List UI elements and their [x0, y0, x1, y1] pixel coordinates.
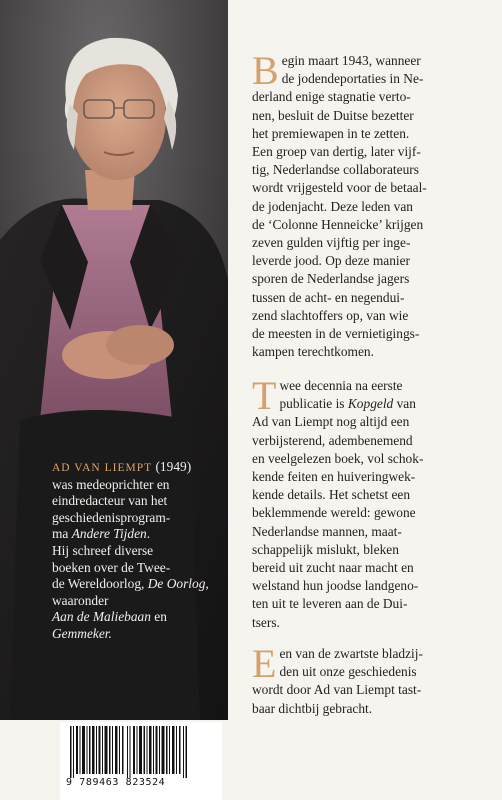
blurb-line: sporen de Nederlandse jagers [252, 271, 410, 287]
blurb-line: Nederlandse mannen, maat- [252, 523, 402, 539]
blurb-line: de jodenjacht. Deze leden van [252, 198, 413, 214]
book-title: Aan de Maliebaan [52, 609, 151, 625]
drop-cap: B [252, 48, 279, 93]
bio-line: eindredacteur van het [52, 493, 168, 509]
blurb-line: baar dichtbij gebracht. [252, 700, 373, 716]
blurb-line: bereid uit zucht naar macht en [252, 560, 414, 576]
book-title: Gemmeker. [52, 625, 112, 641]
blurb-line: wordt door Ad van Liempt tast- [252, 682, 422, 698]
author-birth-year: (1949) [155, 459, 192, 474]
bio-connector: en [150, 609, 167, 625]
blurb-line: tussen de acht- en negendui- [252, 289, 405, 305]
book-title-kopgeld: Kopgeld [347, 396, 394, 412]
blurb-line: Een groep van dertig, later vijf- [252, 144, 421, 160]
blurb-line: publicatie is [279, 396, 348, 412]
isbn-number: 9 789463 823524 [66, 777, 166, 788]
blurb-line: wordt vrijgesteld voor de betaal- [252, 180, 427, 196]
bio-line: geschiedenisprogram- [52, 509, 171, 525]
blurb-line: egin maart 1943, wanneer [281, 53, 421, 68]
drop-cap: T [252, 373, 277, 418]
barcode-icon [70, 726, 188, 778]
blurb-line: en van de zwartste bladzij- [279, 646, 423, 661]
bio-line: waaronder [52, 592, 109, 608]
bio-line: boeken over de Twee- [52, 559, 171, 575]
blurb-line: Ad van Liempt nog altijd een [252, 414, 410, 430]
blurb-line: de jodendeportaties in Ne- [281, 71, 424, 87]
author-bio [52, 459, 222, 643]
bio-line: Hij schreef diverse [52, 542, 154, 558]
blurb-line: tig, Nederlandse collaborateurs [252, 162, 419, 178]
blurb-line: de ‘Colonne Henneicke’ krijgen [252, 216, 424, 232]
blurb-line: schappelijk mislukt, bleken [252, 541, 399, 557]
blurb-line: en veelgelezen boek, vol schok- [252, 450, 424, 466]
blurb-line: kende details. Het schetst een [252, 487, 411, 503]
bio-punctuation: . [146, 526, 151, 542]
bio-line: de Wereldoorlog, [52, 576, 145, 592]
author-name: AD VAN LIEMPT [52, 462, 153, 474]
blurb-line: wee decennia na eerste [279, 378, 403, 393]
blurb-line: nen, besluit de Duitse bezetter [252, 107, 414, 123]
tv-show-title: Andere Tijden [71, 526, 147, 542]
blurb-line: verbijsterend, adembenemend [252, 432, 413, 448]
blurb-line: tsers. [252, 614, 280, 630]
blurb-line: zeven gulden vijftig per inge- [252, 235, 411, 251]
blurb-line: welstand hun joodse landgeno- [252, 578, 419, 594]
blurb-line: kampen terechtkomen. [252, 344, 374, 360]
book-title: De Oorlog, [147, 576, 209, 592]
blurb-paragraph-2 [252, 373, 488, 632]
blurb-line: den uit onze geschiedenis [279, 664, 417, 680]
bio-line: ma [52, 526, 69, 542]
blurb-line: leverde jood. Op deze manier [252, 253, 411, 269]
blurb-line: van [393, 396, 416, 412]
bio-line: was medeoprichter en [52, 476, 170, 492]
blurb-paragraph-3 [252, 641, 488, 718]
blurb-line: beklemmende wereld: gewone [252, 505, 416, 521]
blurb-line: kende feiten en huiveringwek- [252, 469, 416, 485]
blurb-line: het premiewapen in te zetten. [252, 125, 410, 141]
drop-cap: E [252, 641, 277, 686]
blurb-line: de meesten in de vernietigings- [252, 326, 420, 342]
blurb-line: zend slachtoffers op, van wie [252, 307, 409, 323]
blurb-line: ten uit te leveren aan de Dui- [252, 596, 408, 612]
blurb-paragraph-1 [252, 48, 488, 361]
blurb-line: derland enige stagnatie verto- [252, 89, 411, 105]
